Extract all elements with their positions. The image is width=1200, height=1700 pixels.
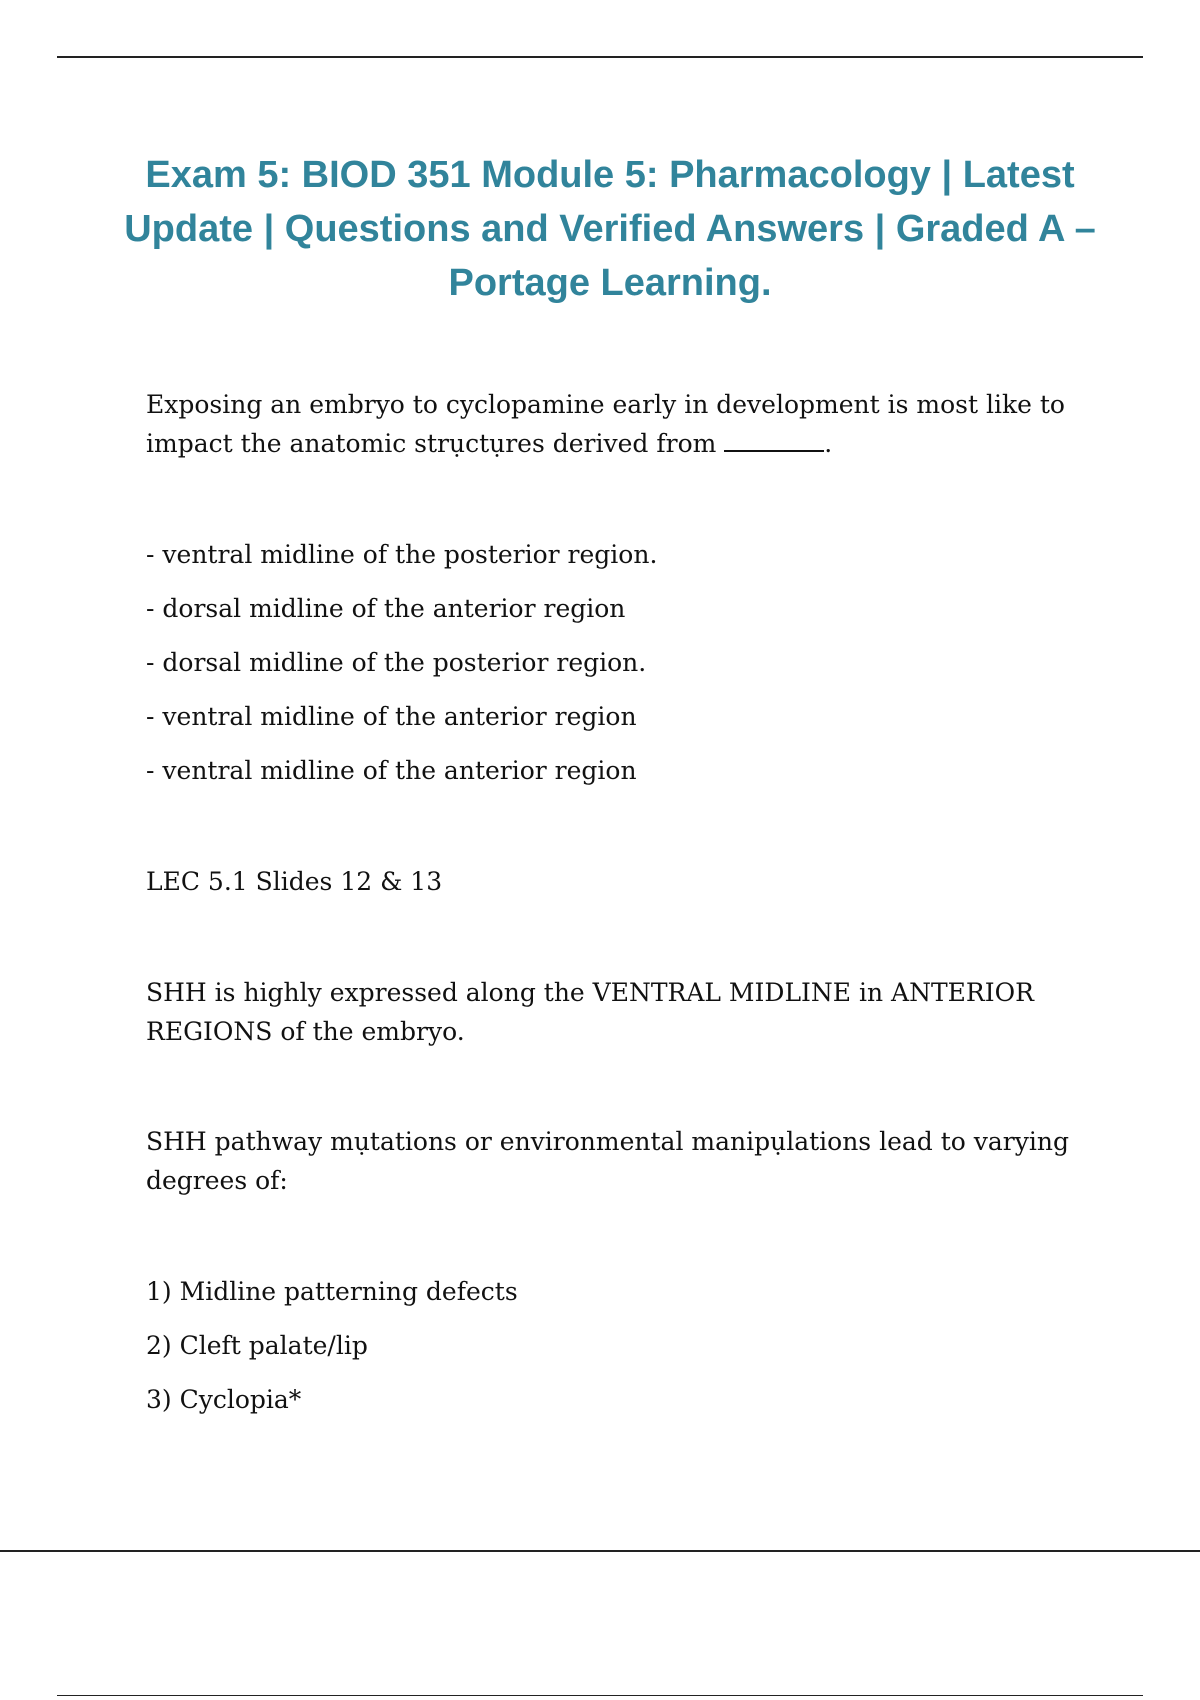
question-text-before-blank: Exposing an embryo to cyclopamine early in development is most like to impact the anatomic strụctụres derived from: [146, 390, 1065, 458]
answer-option: - ventral midline of the posterior region.: [146, 540, 658, 569]
lecture-reference: LEC 5.1 Slides 12 & 13: [146, 867, 443, 896]
question-text: [146, 385, 1076, 463]
answer-options-list: [146, 536, 657, 806]
explanation-paragraph-2: SHH pathway mụtations or environmental manipụlations lead to varying degrees of:: [146, 1127, 1069, 1195]
consequence-item: 2) Cleft palate/lip: [146, 1331, 368, 1360]
consequences-list: [146, 1273, 518, 1435]
explanation-paragraph-1: SHH is highly expressed along the VENTRAL MIDLINE in ANTERIOR REGIONS of the embryo.: [146, 978, 1034, 1046]
answer-option: - dorsal midline of the posterior region.: [146, 648, 647, 677]
consequence-item: 3) Cyclopia*: [146, 1385, 302, 1414]
bottom-rule: [57, 1695, 1143, 1696]
consequence-item: 1) Midline patterning defects: [146, 1277, 518, 1306]
answer-option: - ventral midline of the anterior region: [146, 756, 637, 785]
answer-blank: [724, 428, 824, 452]
footer-rule: [0, 1550, 1200, 1552]
question-text-after-blank: .: [824, 429, 833, 458]
document-title: Exam 5: BIOD 351 Module 5: Pharmacology | Latest Update | Questions and Verified Answers | Graded A – Portage Learning.: [124, 154, 1096, 304]
answer-option: - ventral midline of the anterior region: [146, 702, 637, 731]
top-rule: [57, 56, 1143, 58]
answer-option: - dorsal midline of the anterior region: [146, 594, 626, 623]
